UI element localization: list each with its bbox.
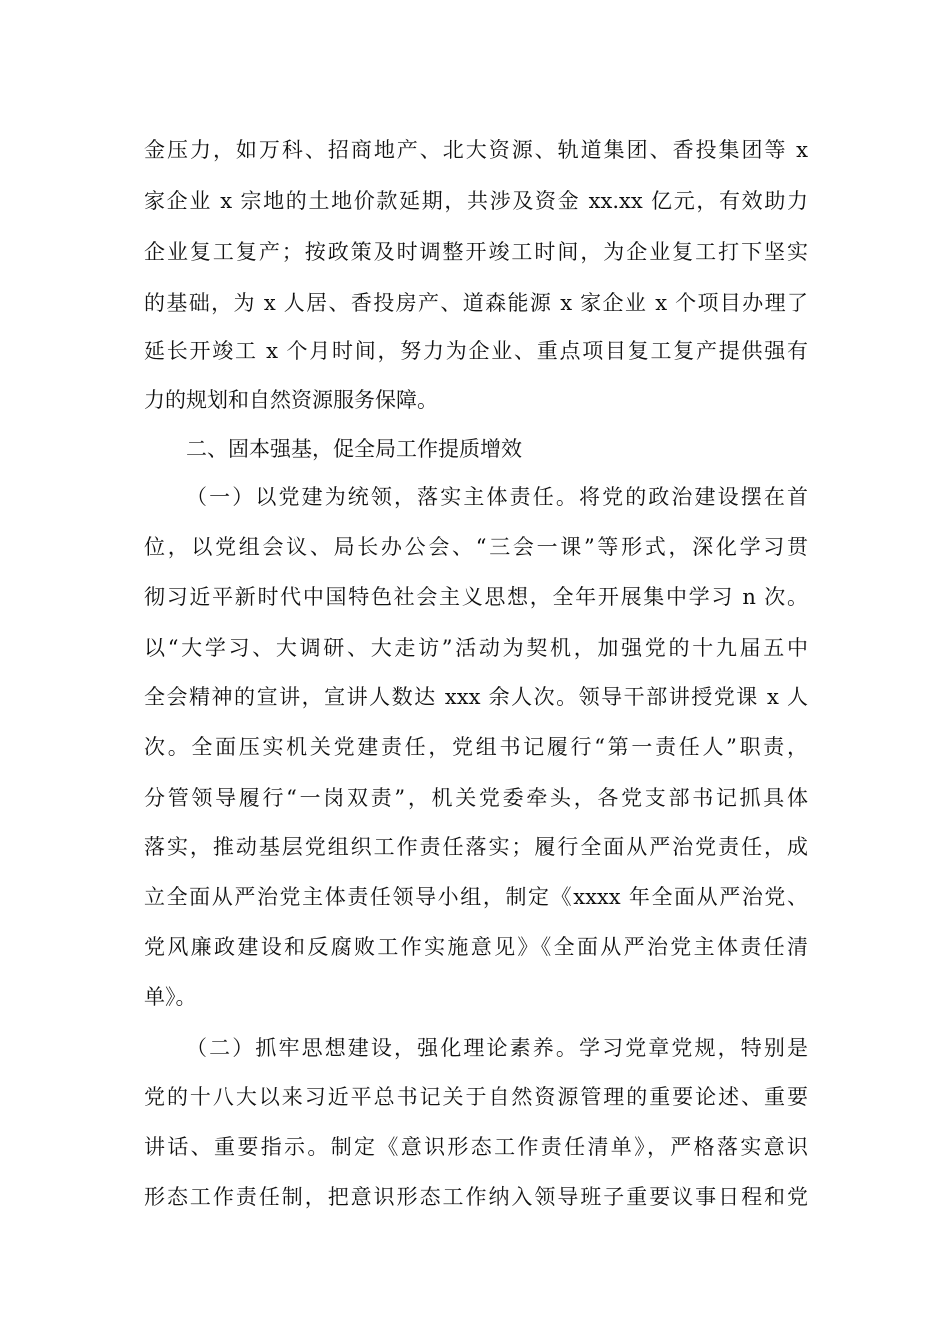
body-text-line: 形态工作责任制，把意识形态工作纳入领导班子重要议事日程和党: [144, 1185, 808, 1209]
body-text-line: 单》。: [144, 985, 197, 1009]
body-text-line: 全会精神的宣讲，宣讲人数达 xxx 余人次。领导干部讲授党课 x 人: [144, 685, 808, 709]
body-text-line: 党的十八大以来习近平总书记关于自然资源管理的重要论述、重要: [144, 1085, 808, 1109]
body-text-line: 金压力，如万科、招商地产、北大资源、轨道集团、香投集团等 x: [144, 138, 808, 162]
body-text-line: 讲话、重要指示。制定《意识形态工作责任清单》，严格落实意识: [144, 1135, 808, 1159]
body-text-line: 力的规划和自然资源服务保障。: [144, 388, 438, 412]
body-text-line: 党风廉政建设和反腐败工作实施意见》《全面从严治党主体责任清: [144, 935, 808, 959]
body-text-line: 延长开竣工 x 个月时间，努力为企业、重点项目复工复产提供强有: [144, 339, 808, 363]
body-text-line: 立全面从严治党主体责任领导小组，制定《xxxx 年全面从严治党、: [144, 885, 808, 909]
body-text-line: 家企业 x 宗地的土地价款延期，共涉及资金 xx.xx 亿元，有效助力: [144, 189, 808, 213]
body-text-line: 次。全面压实机关党建责任，党组书记履行“第一责任人”职责，: [144, 735, 808, 759]
body-text-line: 分管领导履行“一岗双责”，机关党委牵头，各党支部书记抓具体: [144, 786, 808, 810]
body-text-line: 落实，推动基层党组织工作责任落实；履行全面从严治党责任，成: [144, 835, 808, 859]
section-heading: 二、固本强基，促全局工作提质增效: [186, 437, 522, 461]
body-text-line: 的基础，为 x 人居、香投房产、道森能源 x 家企业 x 个项目办理了: [144, 291, 808, 315]
body-text-line: 以“大学习、大调研、大走访”活动为契机，加强党的十九届五中: [144, 636, 808, 660]
paragraph-first-line: （一）以党建为统领，落实主体责任。将党的政治建设摆在首: [186, 485, 808, 509]
body-text-line: 位，以党组会议、局长办公会、“三会一课”等形式，深化学习贯: [144, 535, 808, 559]
paragraph-first-line: （二）抓牢思想建设，强化理论素养。学习党章党规，特别是: [186, 1036, 808, 1060]
body-text-line: 彻习近平新时代中国特色社会主义思想，全年开展集中学习 n 次。: [144, 585, 808, 609]
body-text-line: 企业复工复产；按政策及时调整开竣工时间，为企业复工打下坚实: [144, 240, 808, 264]
